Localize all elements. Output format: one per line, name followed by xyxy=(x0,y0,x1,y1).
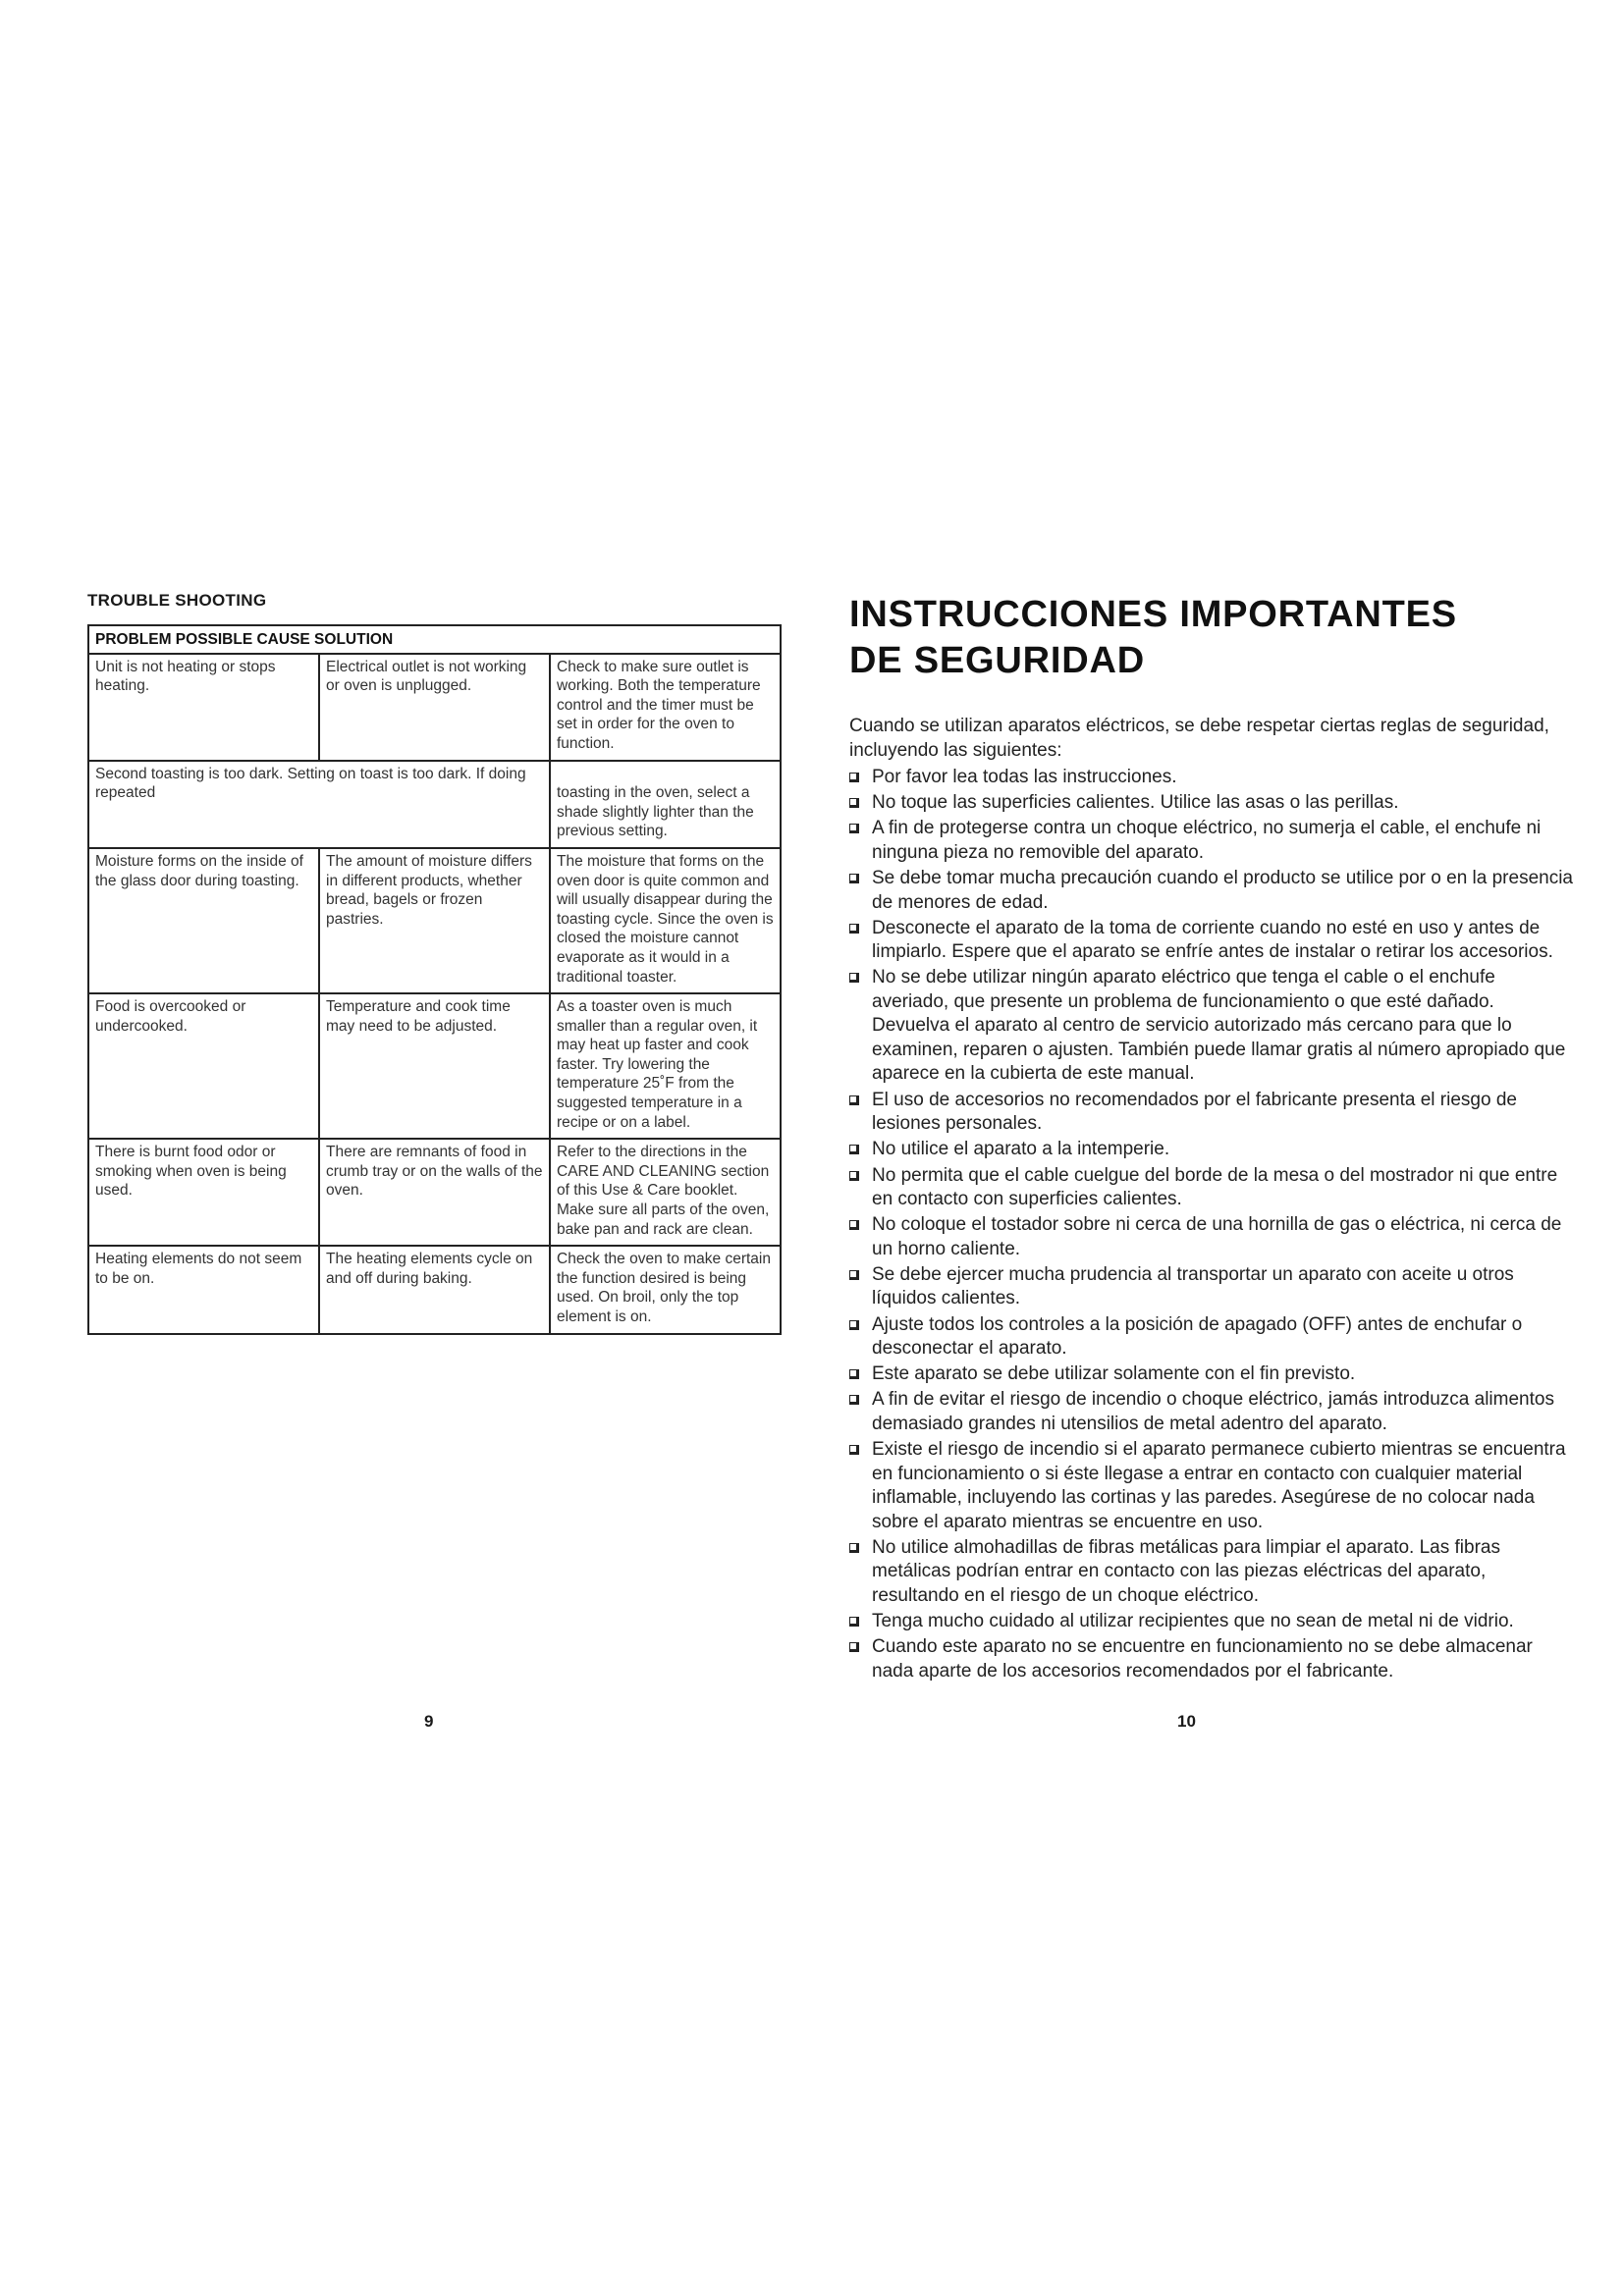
troubleshooting-title: TROUBLE SHOOTING xyxy=(87,591,267,610)
rule-text: Tenga mucho cuidado al utilizar recipientes que no sean de metal ni de vidrio. xyxy=(872,1611,1514,1631)
table-header-row xyxy=(88,625,781,654)
solution-cell: Check to make sure outlet is working. Both the temperature control and the timer must be set in order for the oven to function. xyxy=(550,654,781,761)
checkbox-bullet-icon xyxy=(849,1395,859,1405)
solution-cell: The moisture that forms on the oven door is quite common and will usually disappear during the toasting cycle. Since the oven is closed the moisture cannot evaporate as it would in a traditional toaster. xyxy=(550,848,781,993)
list-item xyxy=(849,1138,1576,1162)
table-header: PROBLEM POSSIBLE CAUSE SOLUTION xyxy=(88,625,781,654)
rule-text: Ajuste todos los controles a la posición de apagado (OFF) antes de enchufar o desconectar el aparato. xyxy=(872,1313,1523,1360)
rule-text: Este aparato se debe utilizar solamente con el fin previsto. xyxy=(872,1363,1356,1385)
list-item xyxy=(849,966,1576,1087)
rule-text: No utilice almohadillas de fibras metálicas para limpiar el aparato. Las fibras metálicas podrían entrar en contacto con las piezas eléctricas del aparato, resultando en el riesgo de un choque eléctrico. xyxy=(872,1536,1500,1606)
cause-cell: Electrical outlet is not working or oven is unplugged. xyxy=(319,654,550,761)
rule-text: A fin de evitar el riesgo de incendio o choque eléctrico, jamás introduzca alimentos demasiado grandes ni utensilios de metal adentro del aparato. xyxy=(872,1389,1554,1434)
problem-cell: There is burnt food odor or smoking when oven is being used. xyxy=(88,1139,319,1246)
safety-title-line-2: DE SEGURIDAD xyxy=(849,640,1145,681)
rule-text: Se debe ejercer mucha prudencia al transportar un aparato con aceite u otros líquidos calientes. xyxy=(872,1263,1514,1309)
checkbox-bullet-icon xyxy=(849,1369,859,1379)
right-page xyxy=(812,0,1624,2296)
safety-intro: Cuando se utilizan aparatos eléctricos, se debe respetar ciertas reglas de seguridad, incluyendo las siguientes: xyxy=(849,716,1549,761)
rule-text: A fin de protegerse contra un choque eléctrico, no sumerja el cable, el enchufe ni ninguna pieza no removible del aparato. xyxy=(872,818,1542,863)
checkbox-bullet-icon xyxy=(849,1642,859,1652)
problem-cell: Heating elements do not seem to be on. xyxy=(88,1246,319,1333)
problem-cell: Moisture forms on the inside of the glass door during toasting. xyxy=(88,848,319,993)
table-row xyxy=(88,1246,781,1333)
cause-cell: The amount of moisture differs in different products, whether bread, bagels or frozen pastries. xyxy=(319,848,550,993)
solution-cell: Check the oven to make certain the function desired is being used. On broil, only the top element is on. xyxy=(550,1246,781,1333)
checkbox-bullet-icon xyxy=(849,1220,859,1230)
problem-cell: Food is overcooked or undercooked. xyxy=(88,993,319,1139)
problem-cause-span-cell: Second toasting is too dark. Setting on toast is too dark. If doing repeated xyxy=(88,761,550,848)
problem-cell: Unit is not heating or stops heating. xyxy=(88,654,319,761)
rule-text: Cuando este aparato no se encuentre en funcionamiento no se debe almacenar nada aparte de los accesorios recomendados por el fabricante. xyxy=(872,1636,1533,1682)
rule-text: No se debe utilizar ningún aparato eléctrico que tenga el cable o el enchufe averiado, que presente un problema de funcionamiento o que esté dañado. Devuelva el aparato al centro de servicio autorizado más cercano para que lo examinen, reparen o ajusten. También puede llamar gratis al número apropiado que aparece en la cubierta de este manual. xyxy=(872,967,1566,1085)
checkbox-bullet-icon xyxy=(849,773,859,782)
checkbox-bullet-icon xyxy=(849,1445,859,1455)
rule-text: Existe el riesgo de incendio si el aparato permanece cubierto mientras se encuentra en funcionamiento o si éste llegase a entrar en contacto con cualquier material inflamable, incluyendo las cortinas y las paredes. Asegúrese de no colocar nada sobre el aparato mientras se encuentre en uso. xyxy=(872,1439,1566,1532)
list-item xyxy=(849,1610,1576,1634)
list-item xyxy=(849,791,1576,816)
checkbox-bullet-icon xyxy=(849,1320,859,1330)
cause-cell: Temperature and cook time may need to be adjusted. xyxy=(319,993,550,1139)
cause-cell: The heating elements cycle on and off during baking. xyxy=(319,1246,550,1333)
solution-text: toasting in the oven, select a shade slightly lighter than the previous setting. xyxy=(557,784,754,840)
checkbox-bullet-icon xyxy=(849,798,859,808)
table-row xyxy=(88,1139,781,1246)
safety-rules-list xyxy=(849,766,1576,1685)
checkbox-bullet-icon xyxy=(849,1543,859,1553)
list-item xyxy=(849,867,1576,915)
checkbox-bullet-icon xyxy=(849,874,859,883)
list-item xyxy=(849,817,1576,865)
list-item xyxy=(849,1313,1576,1362)
checkbox-bullet-icon xyxy=(849,924,859,934)
checkbox-bullet-icon xyxy=(849,973,859,983)
rule-text: No permita que el cable cuelgue del borde de la mesa o del mostrador ni que entre en contacto con superficies calientes. xyxy=(872,1164,1558,1209)
checkbox-bullet-icon xyxy=(849,1145,859,1154)
solution-cell xyxy=(550,761,781,848)
list-item xyxy=(849,1635,1576,1683)
checkbox-bullet-icon xyxy=(849,1617,859,1627)
list-item xyxy=(849,1164,1576,1212)
checkbox-bullet-icon xyxy=(849,1171,859,1181)
page-number: 10 xyxy=(1177,1712,1196,1731)
list-item xyxy=(849,917,1576,965)
rule-text: El uso de accesorios no recomendados por el fabricante presenta el riesgo de lesiones personales. xyxy=(872,1089,1517,1135)
list-item xyxy=(849,1362,1576,1387)
rule-text: Se debe tomar mucha precaución cuando el producto se utilice por o en la presencia de menores de edad. xyxy=(872,868,1573,913)
rule-text: No coloque el tostador sobre ni cerca de una hornilla de gas o eléctrica, ni cerca de un horno caliente. xyxy=(872,1214,1562,1259)
list-item xyxy=(849,1438,1576,1534)
troubleshooting-table xyxy=(87,624,782,1335)
checkbox-bullet-icon xyxy=(849,824,859,833)
list-item xyxy=(849,1536,1576,1609)
list-item xyxy=(849,1263,1576,1311)
solution-cell: As a toaster oven is much smaller than a regular oven, it may heat up faster and cook faster. Try lowering the temperature 25˚F from the suggested temperature in a recipe or on a label. xyxy=(550,993,781,1139)
safety-title-line-1: INSTRUCCIONES IMPORTANTES xyxy=(849,594,1457,635)
cause-cell: There are remnants of food in crumb tray or on the walls of the oven. xyxy=(319,1139,550,1246)
table-row xyxy=(88,761,781,848)
page-number: 9 xyxy=(424,1712,434,1731)
rule-text: Por favor lea todas las instrucciones. xyxy=(872,767,1177,787)
list-item xyxy=(849,1213,1576,1261)
list-item xyxy=(849,1089,1576,1137)
rule-text: No utilice el aparato a la intemperie. xyxy=(872,1139,1170,1160)
rule-text: Desconecte el aparato de la toma de corriente cuando no esté en uso y antes de limpiarlo. Espere que el aparato se enfríe antes de instalar o retirar los accesorios. xyxy=(872,917,1553,963)
checkbox-bullet-icon xyxy=(849,1270,859,1280)
checkbox-bullet-icon xyxy=(849,1095,859,1105)
list-item xyxy=(849,1388,1576,1436)
table-row xyxy=(88,993,781,1139)
safety-title xyxy=(849,592,1457,684)
table-row xyxy=(88,654,781,761)
table-row xyxy=(88,848,781,993)
solution-cell: Refer to the directions in the CARE AND CLEANING section of this Use & Care booklet. Make sure all parts of the oven, bake pan and rack are clean. xyxy=(550,1139,781,1246)
rule-text: No toque las superficies calientes. Utilice las asas o las perillas. xyxy=(872,792,1399,814)
list-item xyxy=(849,766,1576,790)
